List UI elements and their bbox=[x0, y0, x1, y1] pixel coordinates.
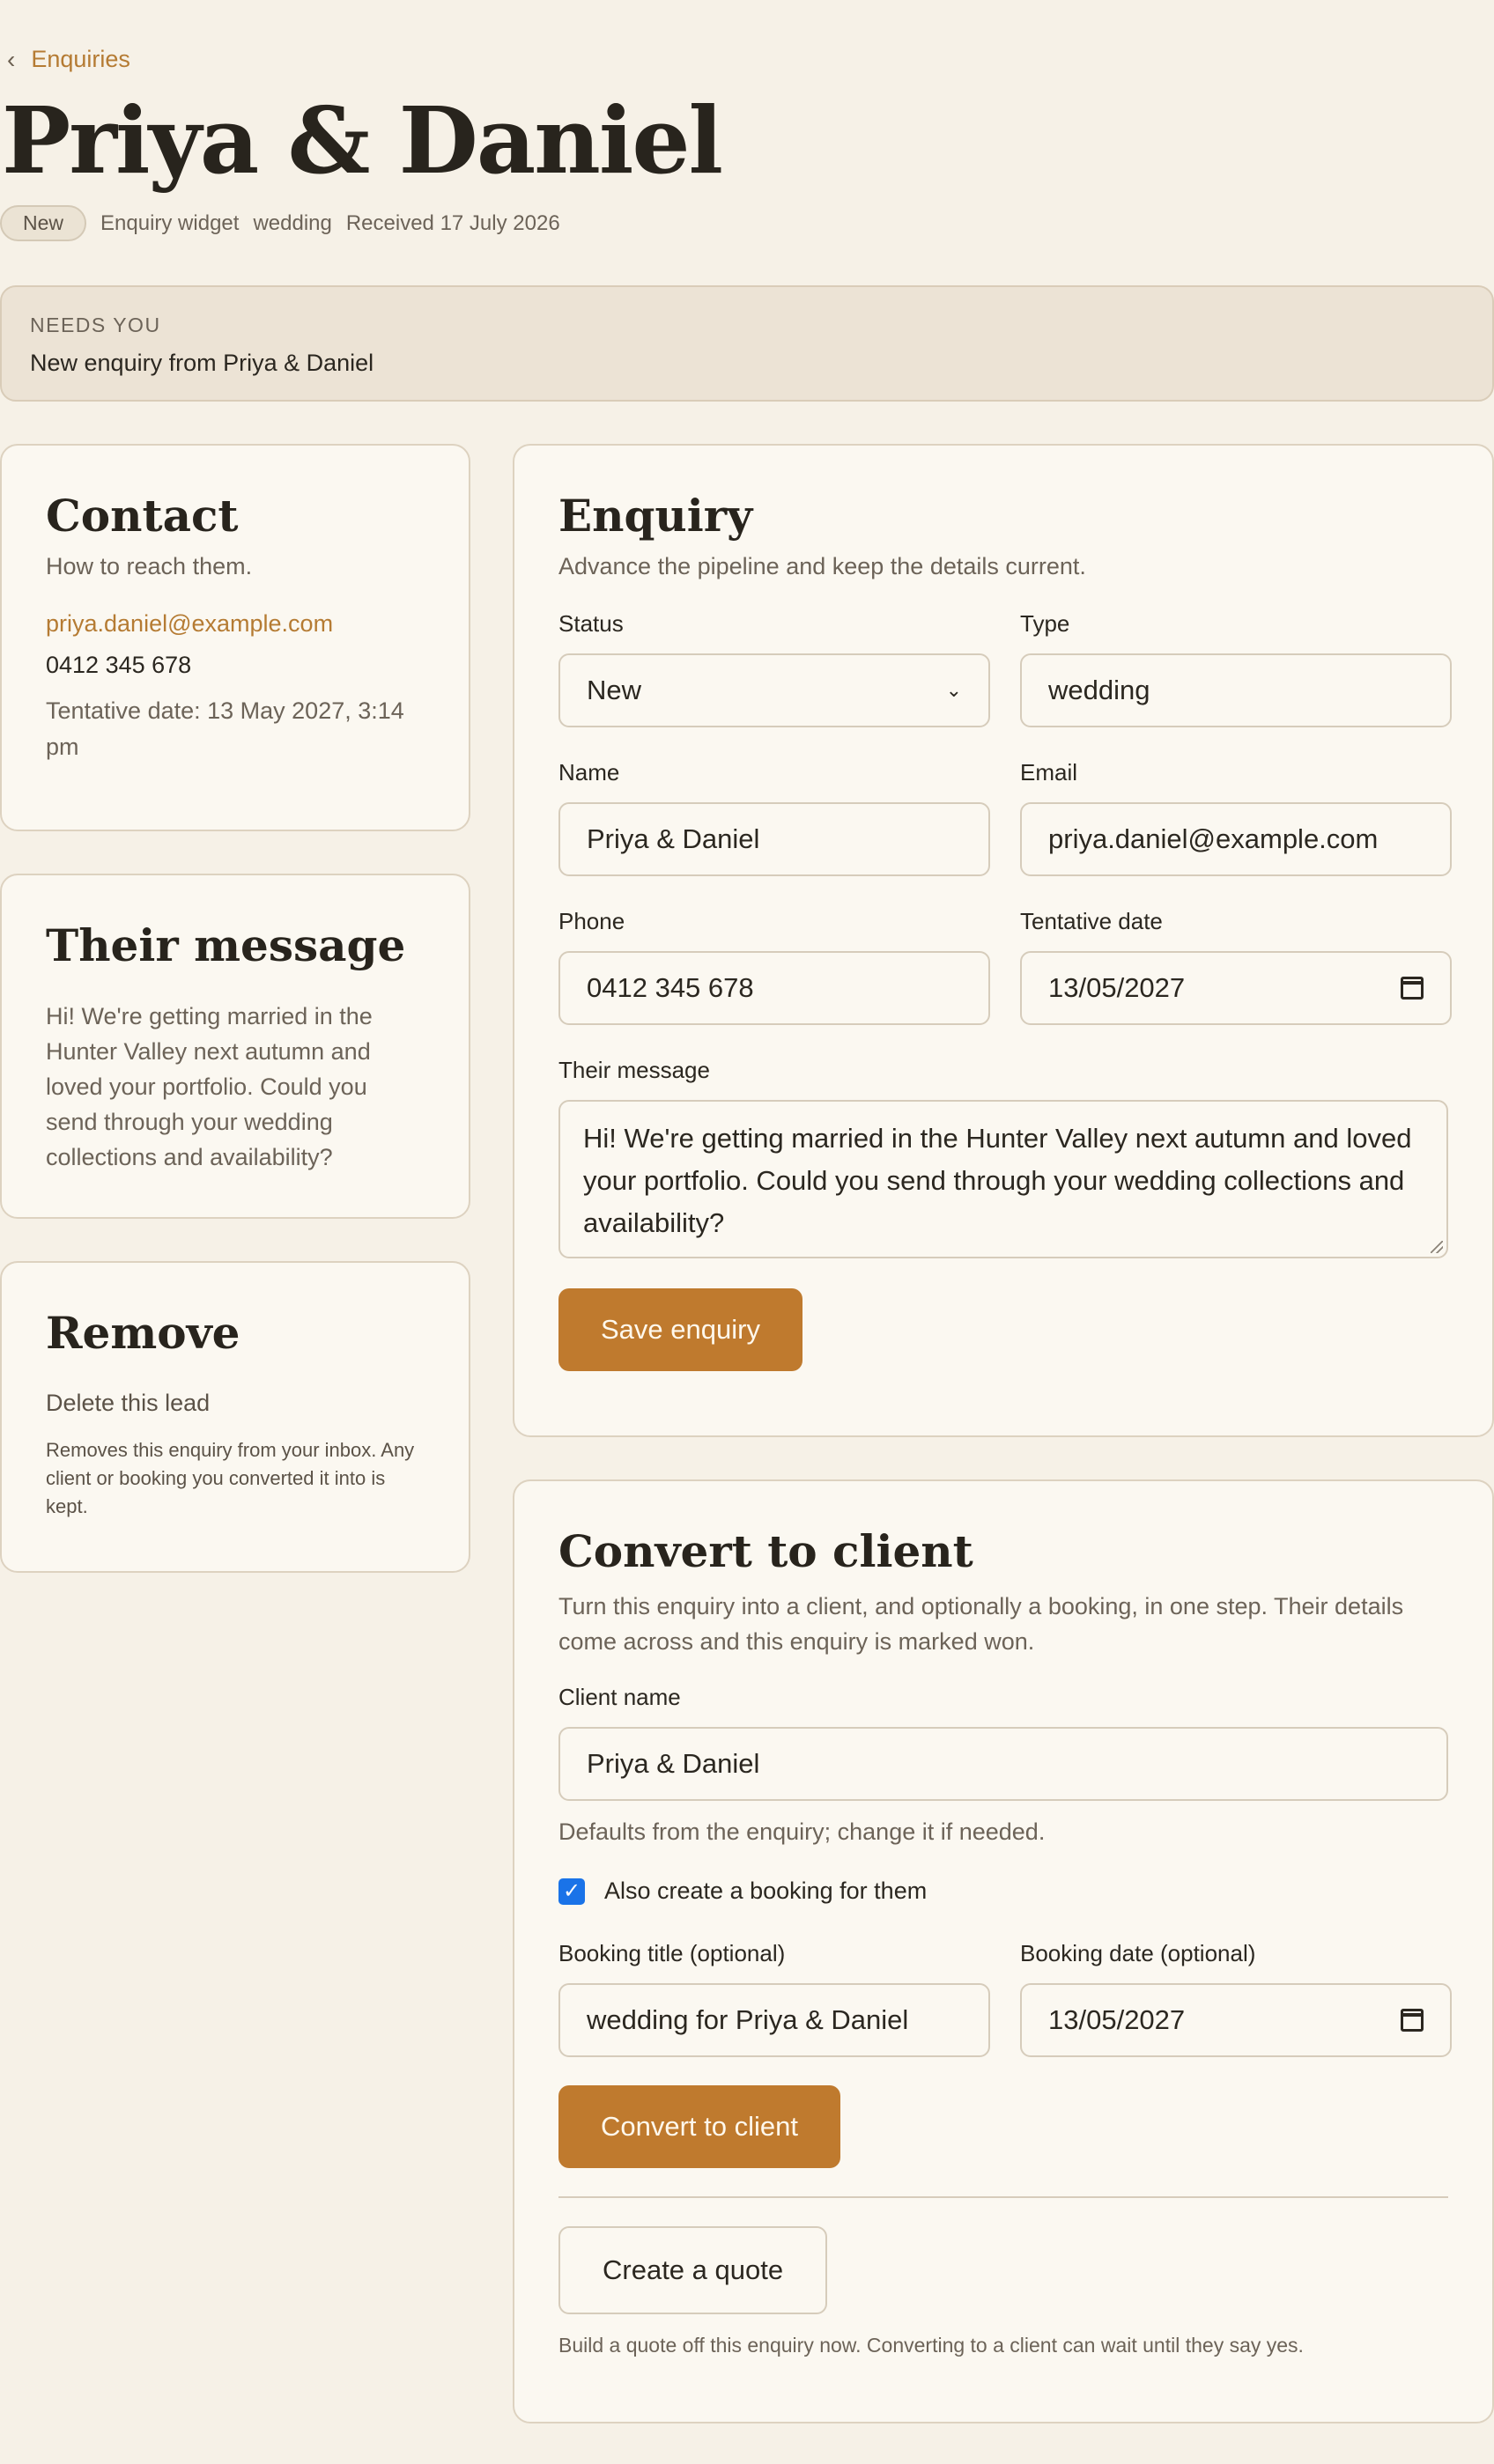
contact-tentative-date: Tentative date: 13 May 2027, 3:14 pm bbox=[46, 697, 404, 760]
status-badge: New bbox=[0, 205, 86, 241]
type-label: Type bbox=[1020, 610, 1070, 637]
needs-you-alert bbox=[0, 285, 1494, 402]
remove-title: Remove bbox=[46, 1307, 240, 1359]
contact-subtitle: How to reach them. bbox=[46, 553, 253, 579]
create-quote-button[interactable]: Create a quote bbox=[558, 2226, 827, 2314]
tentative-date-value: 13/05/2027 bbox=[1048, 972, 1186, 1003]
message-card bbox=[0, 874, 470, 1219]
phone-label: Phone bbox=[558, 908, 625, 934]
message-title: Their message bbox=[46, 919, 406, 971]
calendar-icon[interactable] bbox=[1401, 977, 1424, 1000]
remove-note: Removes this enquiry from your inbox. Any client or booking you converted it into is kept. bbox=[46, 1439, 415, 1517]
enquiry-subtitle: Advance the pipeline and keep the details current. bbox=[558, 553, 1086, 579]
booking-date-label: Booking date (optional) bbox=[1020, 1940, 1256, 1966]
back-link-label: Enquiries bbox=[31, 46, 130, 72]
alert-kicker: NEEDS YOU bbox=[30, 314, 161, 336]
calendar-icon[interactable] bbox=[1401, 2009, 1424, 2032]
email-label: Email bbox=[1020, 759, 1078, 786]
enquiry-title: Enquiry bbox=[558, 490, 753, 542]
booking-date-input[interactable] bbox=[1020, 1983, 1452, 2057]
phone-input[interactable] bbox=[558, 951, 990, 1025]
message-textarea[interactable] bbox=[558, 1100, 1448, 1258]
contact-title: Contact bbox=[46, 490, 239, 542]
status-select[interactable] bbox=[558, 653, 990, 727]
email-input[interactable] bbox=[1020, 802, 1452, 876]
create-booking-checkbox-row[interactable] bbox=[558, 1878, 1448, 1905]
type-input[interactable] bbox=[1020, 653, 1452, 727]
convert-title: Convert to client bbox=[558, 1525, 973, 1577]
status-select-value: New bbox=[587, 675, 642, 705]
page-title: Priya & Daniel bbox=[2, 86, 721, 195]
back-link[interactable] bbox=[7, 46, 130, 73]
contact-phone: 0412 345 678 bbox=[46, 652, 192, 678]
message-textarea-value: Hi! We're getting married in the Hunter Valley next autumn and loved your portfolio. Could you send through your wedding collections and availability? bbox=[583, 1123, 1412, 1238]
contact-email-link[interactable]: priya.daniel@example.com bbox=[46, 610, 334, 637]
name-label: Name bbox=[558, 759, 620, 786]
chevron-down-icon: ⌄ bbox=[945, 679, 962, 701]
lead-meta bbox=[0, 205, 560, 241]
delete-lead-button[interactable]: Delete this lead bbox=[46, 1390, 211, 1416]
contact-card bbox=[0, 444, 470, 831]
booking-date-value: 13/05/2027 bbox=[1048, 2004, 1186, 2035]
client-name-input[interactable] bbox=[558, 1727, 1448, 1801]
alert-text: New enquiry from Priya & Daniel bbox=[30, 350, 374, 376]
phone-input-value: 0412 345 678 bbox=[587, 972, 754, 1003]
lead-type: wedding bbox=[253, 210, 332, 235]
status-label: Status bbox=[558, 610, 624, 637]
lead-source: Enquiry widget bbox=[100, 210, 240, 235]
divider bbox=[558, 2196, 1448, 2198]
convert-to-client-button[interactable]: Convert to client bbox=[558, 2085, 840, 2168]
name-input[interactable] bbox=[558, 802, 990, 876]
client-name-label: Client name bbox=[558, 1684, 681, 1710]
tentative-date-input[interactable] bbox=[1020, 951, 1452, 1025]
quote-hint: Build a quote off this enquiry now. Converting to a client can wait until they say yes. bbox=[558, 2334, 1304, 2357]
booking-title-label: Booking title (optional) bbox=[558, 1940, 786, 1966]
enquiry-card bbox=[513, 444, 1494, 1437]
booking-title-value: wedding for Priya & Daniel bbox=[587, 2004, 909, 2035]
message-field-label: Their message bbox=[558, 1057, 710, 1083]
client-name-value: Priya & Daniel bbox=[587, 1748, 760, 1779]
convert-subtitle: Turn this enquiry into a client, and optionally a booking, in one step. Their details come across and this enquiry is marked won. bbox=[558, 1593, 1404, 1655]
message-body: Hi! We're getting married in the Hunter Valley next autumn and loved your portfolio. Could you send through your wedding collections and availability? bbox=[46, 1003, 373, 1170]
convert-card bbox=[513, 1479, 1494, 2423]
create-booking-label: Also create a booking for them bbox=[604, 1878, 928, 1904]
save-enquiry-button[interactable]: Save enquiry bbox=[558, 1288, 802, 1371]
client-name-hint: Defaults from the enquiry; change it if needed. bbox=[558, 1818, 1046, 1845]
chevron-left-icon: ‹ bbox=[7, 45, 16, 73]
tentative-date-label: Tentative date bbox=[1020, 908, 1163, 934]
resize-handle-icon[interactable] bbox=[1431, 1241, 1443, 1253]
name-input-value: Priya & Daniel bbox=[587, 823, 760, 854]
booking-title-input[interactable] bbox=[558, 1983, 990, 2057]
received-date: Received 17 July 2026 bbox=[345, 210, 560, 235]
remove-card bbox=[0, 1261, 470, 1573]
create-booking-checkbox[interactable]: ✓ bbox=[558, 1878, 585, 1905]
email-input-value: priya.daniel@example.com bbox=[1048, 823, 1379, 854]
type-input-value: wedding bbox=[1048, 675, 1150, 705]
